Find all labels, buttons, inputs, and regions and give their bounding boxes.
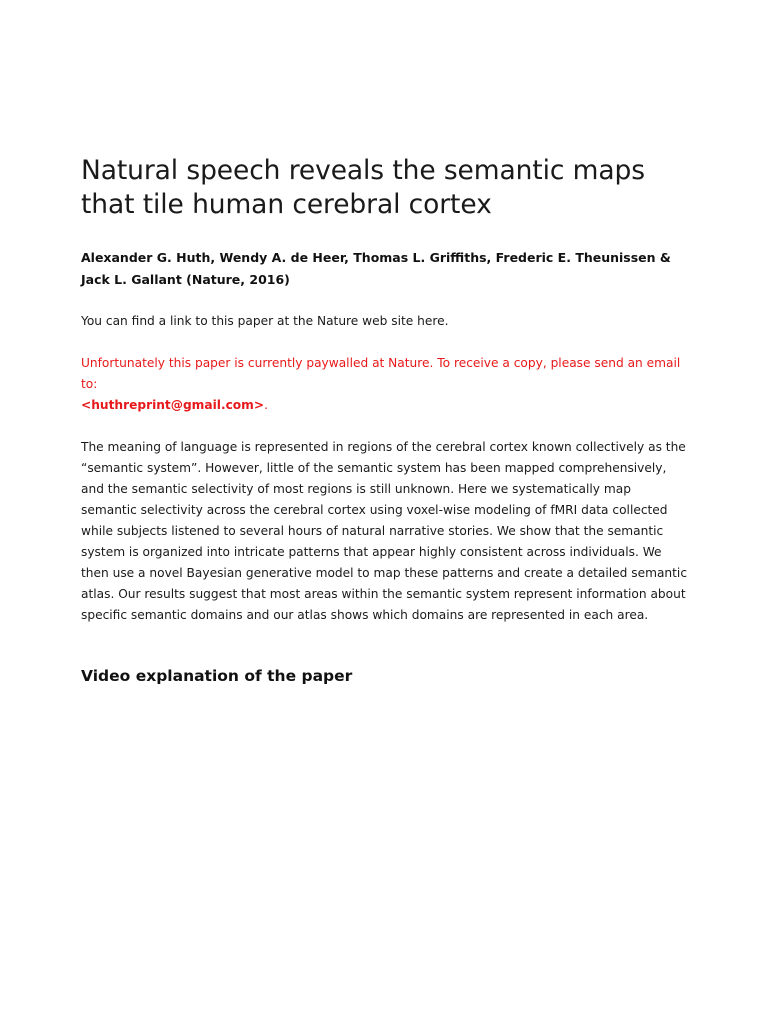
paper-title: Natural speech reveals the semantic maps that tile human cerebral cortex — [81, 155, 645, 220]
paywall-notice-period: . — [264, 398, 268, 412]
reprint-email-link[interactable]: <huthreprint@gmail.com> — [81, 398, 265, 412]
video-section-heading: Video explanation of the paper — [81, 667, 353, 685]
nature-link[interactable]: here — [417, 314, 445, 328]
paper-authors: Alexander G. Huth, Wendy A. de Heer, Thomas L. Griffiths, Frederic E. Theunissen & Jack L. Gallant (Nature, 2016) — [81, 250, 671, 287]
paywall-notice-text: Unfortunately this paper is currently paywalled at Nature. To receive a copy, please send an email to: — [81, 356, 681, 391]
paywall-notice — [81, 353, 688, 416]
link-line-text: You can find a link to this paper at the Nature web site — [81, 314, 418, 328]
abstract-paragraph: The meaning of language is represented in regions of the cerebral cortex known collectively as the “semantic system”. However, little of the semantic system has been mapped comprehensively, and the semantic selectivity of most regions is still unknown. Here we systematically map semantic selectivity across the cerebral cortex using voxel-wise modeling of fMRI data collected while subjects listened to several hours of natural narrative stories. We show that the semantic system is organized into intricate patterns that appear highly consistent across individuals. We then use a novel Bayesian generative model to map these patterns and create a detailed semantic atlas. Our results suggest that most areas within the semantic system represent information about specific semantic domains and our atlas shows which domains are represented in each area. — [81, 440, 688, 622]
nature-link-line — [81, 311, 688, 332]
link-line-period: . — [444, 314, 449, 328]
